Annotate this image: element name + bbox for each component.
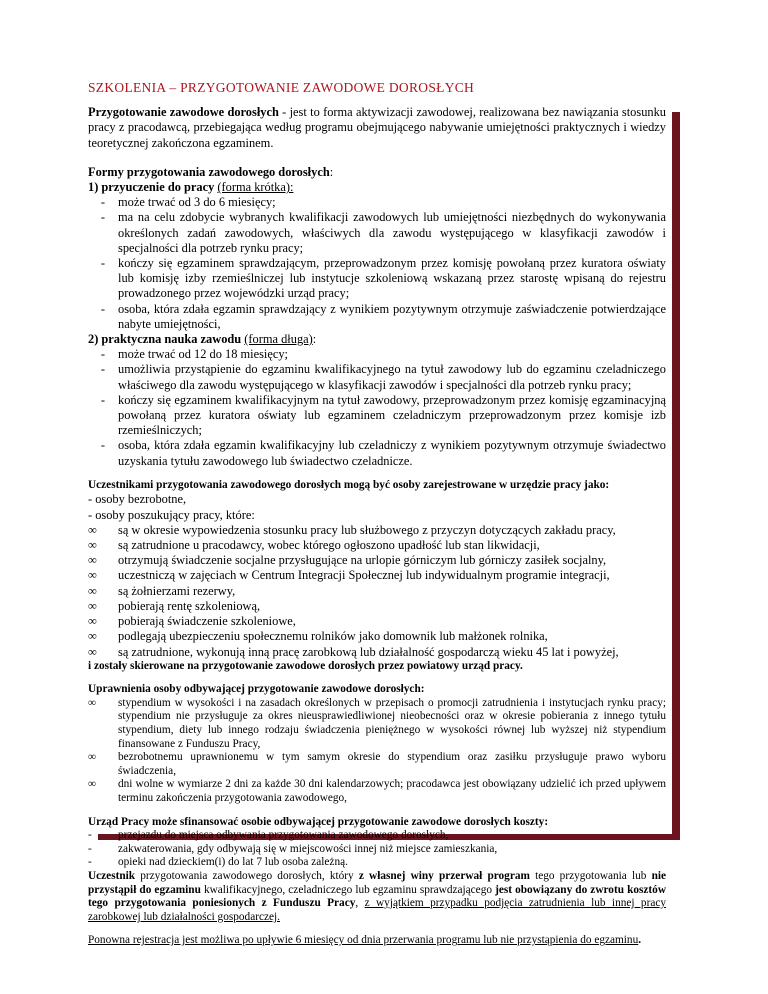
infinity-marker: ∞ xyxy=(88,778,97,791)
infinity-marker: ∞ xyxy=(88,583,97,598)
dash-marker: - xyxy=(100,438,106,453)
infinity-marker: ∞ xyxy=(88,751,97,764)
list-item: - osoba, która zdała egzamin sprawdzający z wynikiem pozytywnym otrzymuje zaświadczenie potwierdzające nabyte umiejętności, xyxy=(88,302,666,332)
list-item: ∞ są zatrudnione u pracodawcy, wobec którego ogłoszono upadłość lub stan likwidacji, xyxy=(88,538,540,553)
participants-heading: Uczestnikami przygotowania zawodowego dorosłych mogą być osoby zarejestrowane w urzędzie pracy jako: xyxy=(88,478,610,491)
page-shadow-right xyxy=(672,112,680,840)
list-item: - umożliwia przystąpienie do egzaminu kwalifikacyjnego na tytuł zawodowy lub do egzaminu czeladniczego właściwego dla zawodu występującego w klasyfikacji zawodów i specjalności dla potrzeb rynku pracy; xyxy=(88,362,666,392)
list-item: - ma na celu zdobycie wybranych kwalifikacji zawodowych lub umiejętności niezbędnych do wykonywania określonych zadań zawodowych, właściwych dla zawodu występującego w klasyfikacji zawodów i specjalności dla potrzeb rynku pracy; xyxy=(88,210,666,256)
list-item: ∞ są zatrudnione, wykonują inną pracę zarobkową lub działalność gospodarczą wieku 45 lat i powyżej, xyxy=(88,644,619,659)
spacer xyxy=(88,469,666,479)
list-item: - może trwać od 3 do 6 miesięcy; xyxy=(88,195,666,210)
list-item: ∞ uczestniczą w zajęciach w Centrum Integracji Społecznej lub indywidualnym programie integracji, xyxy=(88,568,610,583)
refund-paragraph: Uczestnik przygotowania zawodowego dorosłych, który z własnej winy przerwał program tego przygotowania lub nie przystąpił do egzaminu kwalifikacyjnego, czeladniczego lub egzaminu sprawdzającego jest obowiązany do zwrotu kosztów tego przygotowania poniesionych z Funduszu Pracy, z wyjątkiem przypadku podjęcia zatrudnienia lub innej pracy zarobkowej lub działalności gospodarczej. xyxy=(88,870,667,923)
dash-marker: - xyxy=(100,256,106,271)
dash-marker: - xyxy=(88,829,92,842)
form2-paren: (forma długa) xyxy=(244,332,313,347)
form2-list xyxy=(88,347,666,469)
list-item: - opieki nad dzieckiem(i) do lat 7 lub osoba zależną. xyxy=(88,856,348,869)
form1-label: 1) przyuczenie do pracy xyxy=(88,180,215,195)
costs-section xyxy=(88,816,666,925)
rights-heading: Uprawnienia osoby odbywającej przygotowanie zawodowe dorosłych: xyxy=(88,683,425,696)
list-item: ∞ stypendium w wysokości i na zasadach określonych w przepisach o promocji zatrudnienia i instytucjach rynku pracy; stypendium nie przysługuje za okres nieusprawiedliwionej nieobecności oraz w okresie pobierania z innego tytułu stypendium, diety lub innego rodzaju świadczenia pieniężnego w wysokości równej lub wyższej niż stypendium finansowane z Funduszu Pracy, xyxy=(88,696,666,750)
dash-marker: - xyxy=(100,362,106,377)
infinity-marker: ∞ xyxy=(88,522,97,537)
rights-section xyxy=(88,683,666,805)
list-item: ∞ są w okresie wypowiedzenia stosunku pracy lub służbowego z przyczyn dotyczących zakładu pracy, xyxy=(88,522,616,537)
list-item: ∞ podlegają ubezpieczeniu społecznemu rolników jako domownik lub małżonek rolnika, xyxy=(88,629,548,644)
dash-marker: - xyxy=(100,347,106,362)
form1-heading xyxy=(88,180,666,195)
dash-marker: - xyxy=(100,210,106,225)
list-item: - kończy się egzaminem kwalifikacyjnym na tytuł zawodowy, przeprowadzonym przez komisję egzaminacyjną powołaną przez kuratora oświaty lub egzaminem czeladniczym przeprowadzonym przez komisje izb rzemieślniczych; xyxy=(88,393,666,439)
document-body xyxy=(88,70,666,948)
list-item: - może trwać od 12 do 18 miesięcy; xyxy=(88,347,666,362)
dash-marker: - xyxy=(100,301,106,316)
forms-section xyxy=(88,165,666,469)
list-item: ∞ bezrobotnemu uprawnionemu w tym samym okresie do stypendium oraz zasiłku przysługuje prawo wyboru świadczenia, xyxy=(88,751,666,777)
form1-paren: (forma krótka): xyxy=(217,180,294,195)
form2-label: 2) praktyczna nauka zawodu xyxy=(88,332,242,347)
form1-list xyxy=(88,195,666,332)
list-item: - kończy się egzaminem sprawdzającym, przeprowadzonym przez komisję powołaną przez kuratora oświaty lub komisję izby rzemieślniczej lub instytucje szkoleniową wskazaną przez starostę wpisaną do rejestru prowadzonego przez wojewódzki urząd pracy; xyxy=(88,256,666,302)
infinity-marker: ∞ xyxy=(88,644,97,659)
forms-heading-colon: : xyxy=(329,164,334,179)
infinity-marker: ∞ xyxy=(88,629,97,644)
forms-heading-text: Formy przygotowania zawodowego dorosłych xyxy=(88,164,330,179)
spacer xyxy=(88,806,666,816)
list-item: ∞ pobierają świadczenie szkoleniowe, xyxy=(88,614,296,629)
form2-heading: 2) praktyczna nauka zawodu (forma długa): xyxy=(88,332,317,347)
dash-marker: - xyxy=(88,842,92,855)
infinity-marker: ∞ xyxy=(88,696,97,709)
participants-dash-item: - osoby poszukujący pracy, które: xyxy=(88,507,255,522)
participants-section xyxy=(88,479,666,673)
list-item: - przejazdu do miejsca odbywania przygotowania zawodowego dorosłych, xyxy=(88,829,449,842)
dash-marker: - xyxy=(100,392,106,407)
participants-closing: i zostały skierowane na przygotowanie zawodowe dorosłych przez powiatowy urząd pracy. xyxy=(88,659,523,672)
list-item: - osoba, która zdała egzamin kwalifikacyjny lub czeladniczy z wynikiem pozytywnym otrzymuje świadectwo uzyskania tytułu zawodowego lub świadectwo czeladnicze. xyxy=(88,438,666,468)
intro-paragraph xyxy=(88,105,666,151)
forms-heading xyxy=(88,165,666,180)
footer-note: Ponowna rejestracja jest możliwa po upływie 6 miesięcy od dnia przerwania programu lub nie przystąpienia do egzaminu. xyxy=(88,934,642,947)
infinity-marker: ∞ xyxy=(88,598,97,613)
infinity-marker: ∞ xyxy=(88,568,97,583)
list-item: ∞ otrzymują świadczenie socjalne przysługujące na urlopie górniczym lub górniczy zasiłek socjalny, xyxy=(88,553,607,568)
infinity-marker: ∞ xyxy=(88,553,97,568)
dash-marker: - xyxy=(88,856,92,869)
page-title: SZKOLENIA – PRZYGOTOWANIE ZAWODOWE DOROSŁYCH xyxy=(88,80,475,95)
infinity-marker: ∞ xyxy=(88,614,97,629)
spacer xyxy=(88,924,666,934)
spacer xyxy=(88,673,666,683)
list-item: ∞ są żołnierzami rezerwy, xyxy=(88,583,236,598)
list-item: - zakwaterowania, gdy odbywają się w miejscowości innej niż miejsce zamieszkania, xyxy=(88,842,498,855)
costs-heading: Urząd Pracy może sfinansować osobie odbywającej przygotowanie zawodowe dorosłych koszty: xyxy=(88,815,549,828)
intro-term: Przygotowanie zawodowe dorosłych xyxy=(88,105,279,120)
participants-dash-item: - osoby bezrobotne, xyxy=(88,492,187,507)
infinity-marker: ∞ xyxy=(88,538,97,553)
list-item: ∞ pobierają rentę szkoleniową, xyxy=(88,598,261,613)
intro-text: - jest to forma aktywizacji zawodowej, realizowana bez nawiązania stosunku pracy z pracodawcą, przebiegająca według programu obejmującego nabywanie umiejętności praktycznych i wiedzy teoretycznej zakończona egzaminem. xyxy=(88,105,666,150)
list-item: ∞ dni wolne w wymiarze 2 dni za każde 30 dni kalendarzowych; pracodawca jest obowiązany udzielić ich przed upływem terminu zakończenia przygotowania zawodowego, xyxy=(88,778,666,805)
dash-marker: - xyxy=(100,195,106,210)
